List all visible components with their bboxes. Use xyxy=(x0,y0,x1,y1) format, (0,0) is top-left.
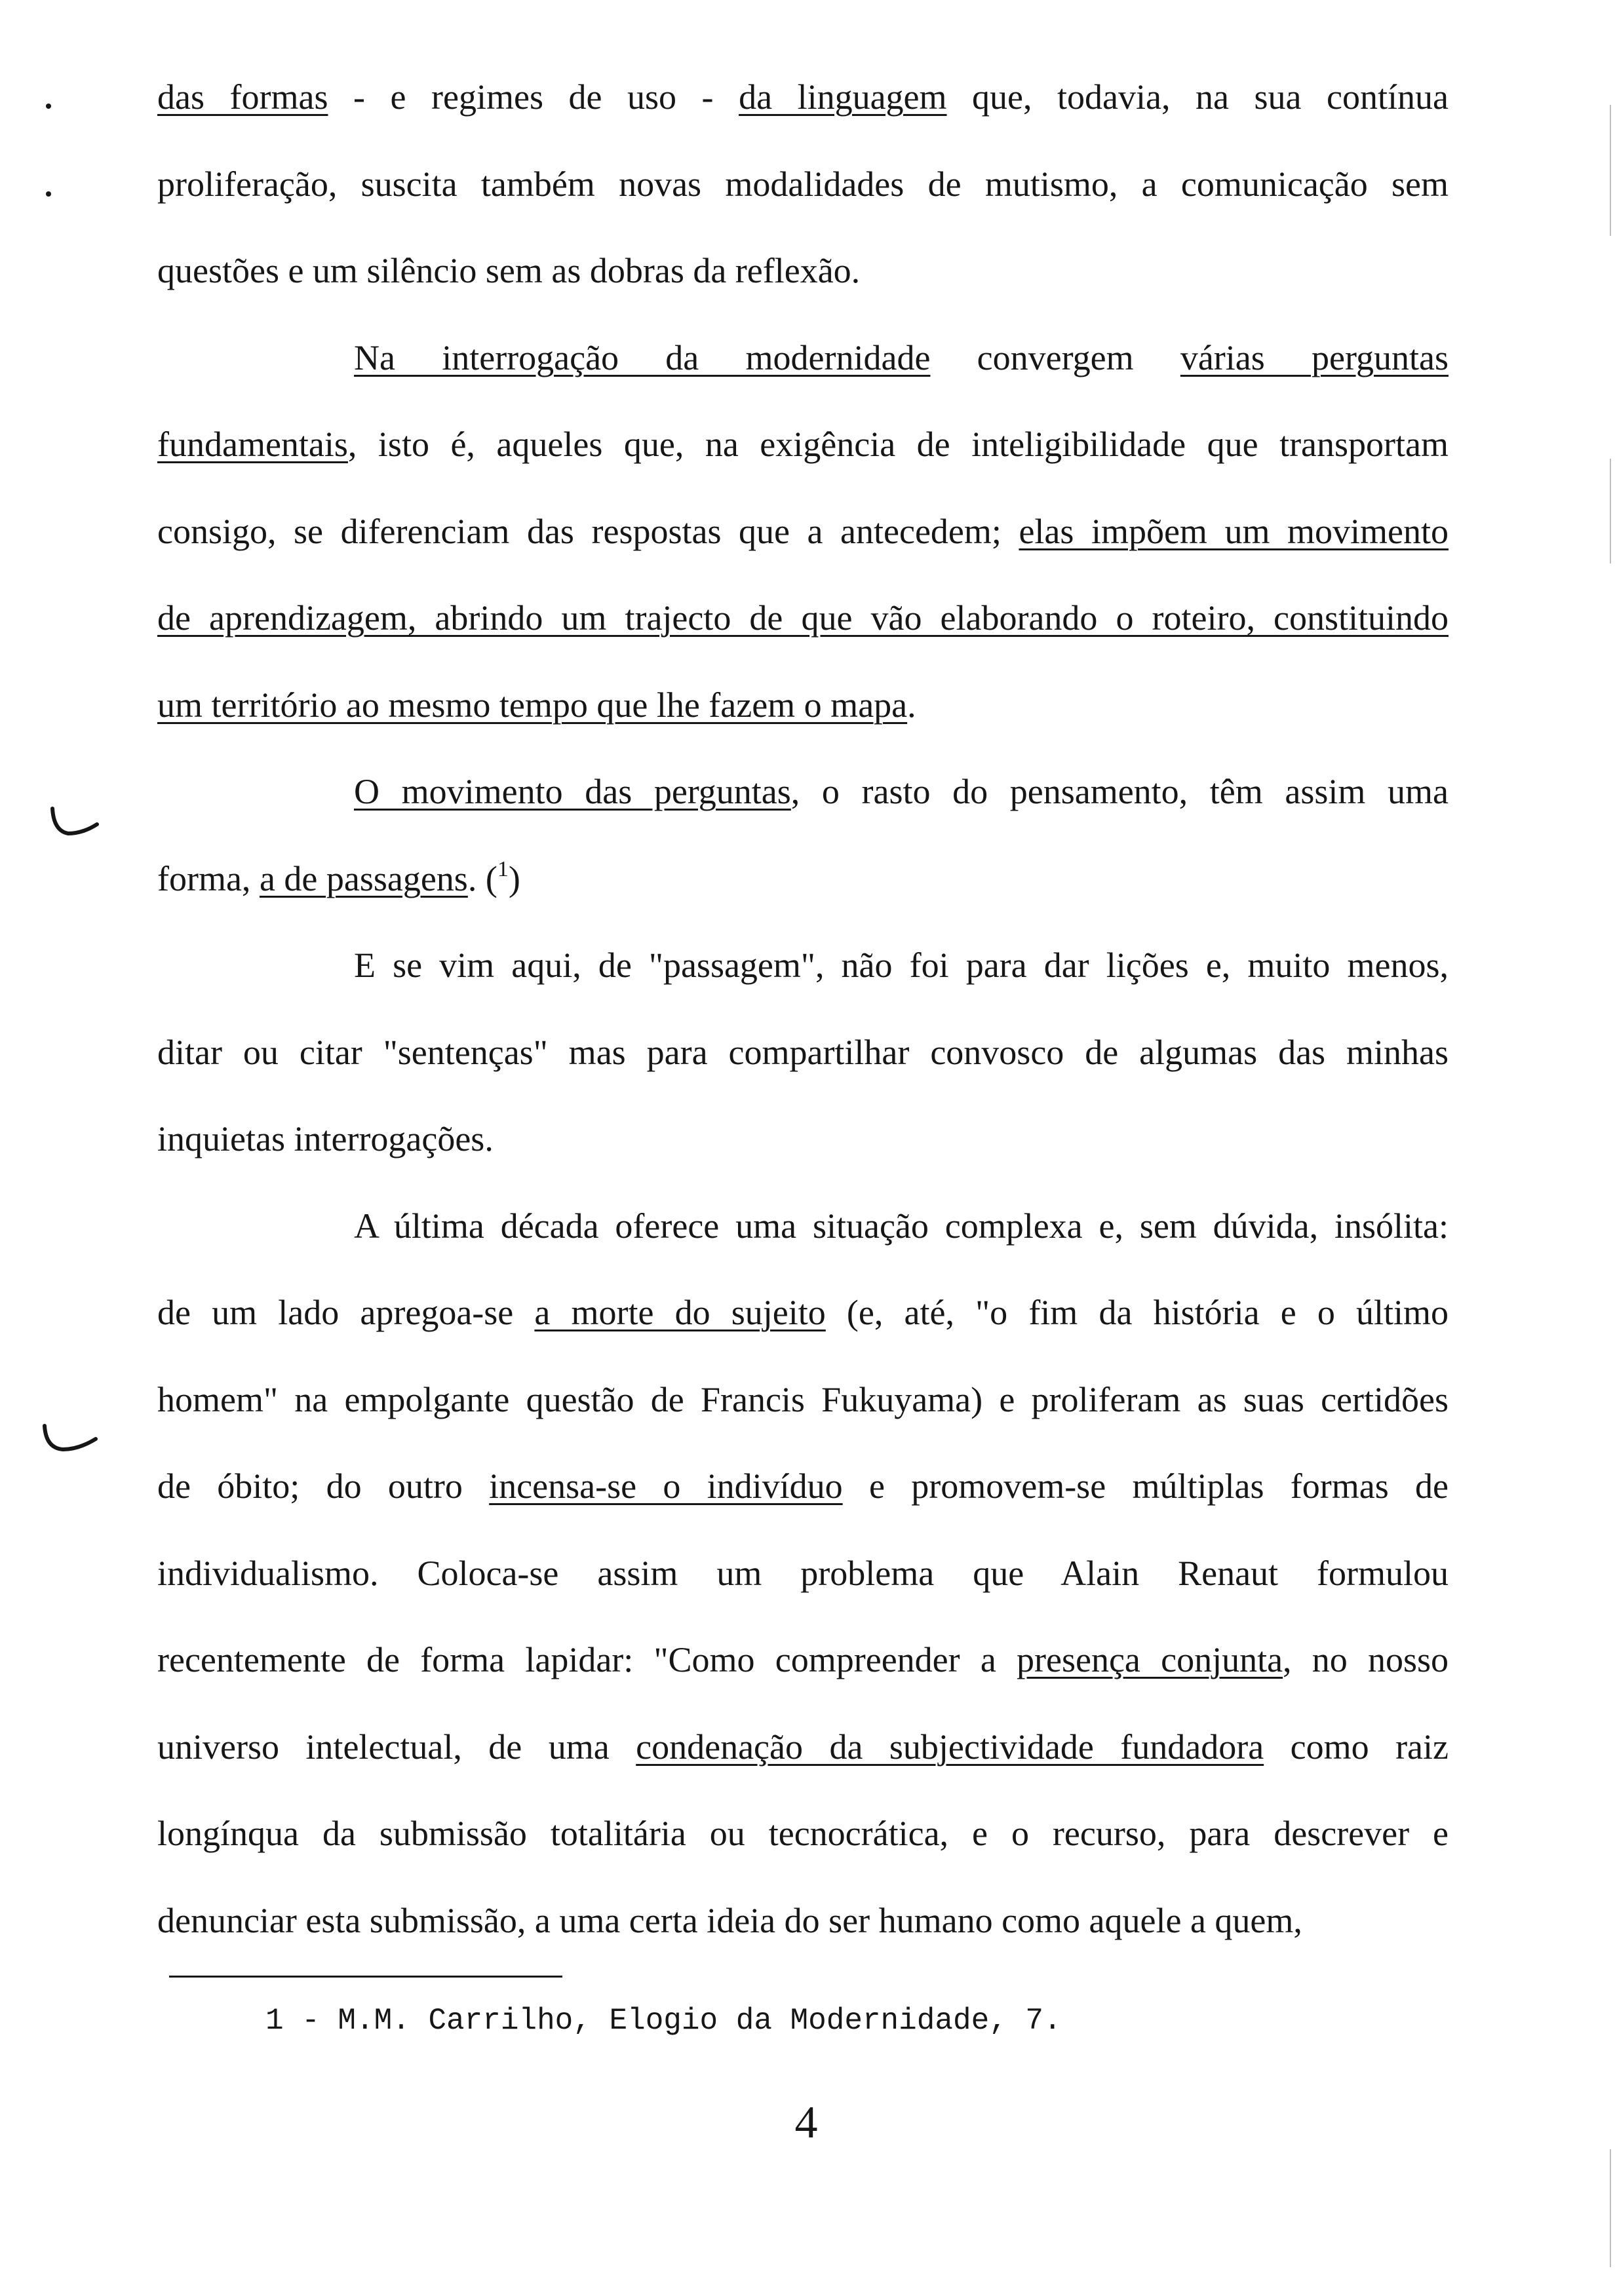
margin-dot xyxy=(46,191,51,197)
underlined-phrase: um território ao mesmo tempo que lhe fazem o mapa xyxy=(157,685,908,725)
margin-check-mark-icon xyxy=(41,1422,100,1461)
text-line xyxy=(157,852,1449,905)
underlined-phrase: condenação da subjectividade fundadora xyxy=(636,1727,1264,1767)
text-run: A última década oferece uma situação complexa e, sem dúvida, insólita: xyxy=(354,1206,1449,1246)
underlined-phrase: a morte do sujeito xyxy=(534,1293,826,1332)
text-line xyxy=(157,1026,1449,1079)
text-run: convergem xyxy=(930,337,1180,377)
underlined-phrase: elas impõem um movimento xyxy=(1019,511,1449,551)
text-run: de um lado apregoa-se xyxy=(157,1293,535,1332)
underlined-phrase: presença conjunta xyxy=(1017,1640,1283,1679)
text-run: , o rasto do pensamento, têm assim uma xyxy=(790,772,1449,811)
text-run: proliferação, suscita também novas modalidades de mutismo, a comunicação sem xyxy=(157,164,1449,204)
text-line xyxy=(157,1721,1449,1773)
underlined-phrase: a de passagens xyxy=(259,858,468,898)
underlined-phrase: várias perguntas xyxy=(1180,337,1449,377)
text-line xyxy=(354,332,1449,384)
text-run: , no nosso xyxy=(1283,1640,1449,1679)
scan-edge xyxy=(1610,105,1611,236)
text-line xyxy=(157,1634,1449,1686)
margin-check-mark-icon xyxy=(49,805,101,844)
text-line xyxy=(157,1286,1449,1339)
text-line xyxy=(354,765,1449,818)
text-run: longínqua da submissão totalitária ou tecnocrática, e o recurso, para descrever e xyxy=(157,1814,1449,1853)
text-run: consigo, se diferenciam das respostas que a antecedem; xyxy=(157,511,1019,551)
text-run: homem" na empolgante questão de Francis Fukuyama) e proliferam as suas certidões xyxy=(157,1379,1449,1419)
text-run: , isto é, aqueles que, na exigência de inteligibilidade que transportam xyxy=(347,425,1449,464)
page-number: 4 xyxy=(794,2097,818,2148)
text-line xyxy=(157,1460,1449,1512)
text-run: que, todavia, na sua contínua xyxy=(946,77,1449,117)
text-run: (e, até, "o fim da história e o último xyxy=(825,1293,1449,1332)
text-line xyxy=(157,1807,1449,1860)
footnote: 1 - M.M. Carrilho, Elogio da Modernidade, 7. xyxy=(265,2004,1062,2038)
underlined-phrase: das formas xyxy=(157,77,328,117)
text-line xyxy=(157,679,1449,731)
text-run: questões e um silêncio sem as dobras da reflexão. xyxy=(157,251,861,290)
underlined-phrase: da linguagem xyxy=(739,77,947,117)
text-run: ) xyxy=(508,858,520,898)
text-run: E se vim aqui, de "passagem", não foi para dar lições e, muito menos, xyxy=(354,946,1449,985)
text-line xyxy=(157,71,1449,123)
underlined-phrase: Na interrogação da modernidade xyxy=(354,337,931,377)
text-line xyxy=(354,939,1449,991)
margin-dot xyxy=(46,104,51,109)
text-run: como raiz xyxy=(1264,1727,1449,1767)
text-run: forma, xyxy=(157,858,260,898)
text-line xyxy=(157,418,1449,470)
underlined-phrase: fundamentais xyxy=(157,425,348,464)
scan-edge xyxy=(1610,459,1611,564)
text-run: e promovem-se múltiplas formas de xyxy=(842,1466,1449,1506)
text-run: . xyxy=(907,685,916,725)
text-line xyxy=(157,1113,1449,1165)
text-line xyxy=(157,244,1449,297)
text-run: ditar ou citar "sentenças" mas para compartilhar convosco de algumas das minhas xyxy=(157,1032,1449,1072)
underlined-phrase: incensa-se o indivíduo xyxy=(489,1466,843,1506)
footnote-reference: 1 xyxy=(497,856,509,881)
underlined-phrase: de aprendizagem, abrindo um trajecto de que vão elaborando o roteiro, constituindo xyxy=(157,598,1449,638)
underlined-phrase: O movimento das perguntas xyxy=(354,772,791,811)
text-line xyxy=(157,1547,1449,1599)
text-line xyxy=(157,1373,1449,1426)
text-run: inquietas interrogações. xyxy=(157,1119,494,1158)
text-line xyxy=(157,1894,1449,1947)
text-line xyxy=(354,1200,1449,1252)
text-run: . ( xyxy=(467,858,497,898)
text-line xyxy=(157,592,1449,644)
scan-edge xyxy=(1610,2149,1611,2267)
text-run: individualismo. Coloca-se assim um problema que Alain Renaut formulou xyxy=(157,1553,1449,1593)
text-line xyxy=(157,505,1449,558)
text-run: universo intelectual, de uma xyxy=(157,1727,636,1767)
text-run: - e regimes de uso - xyxy=(328,77,739,117)
footnote-rule xyxy=(169,1976,562,1978)
text-line xyxy=(157,158,1449,210)
text-run: de óbito; do outro xyxy=(157,1466,490,1506)
text-run: recentemente de forma lapidar: "Como compreender a xyxy=(157,1640,1017,1679)
text-run: denunciar esta submissão, a uma certa ideia do ser humano como aquele a quem, xyxy=(157,1900,1302,1940)
